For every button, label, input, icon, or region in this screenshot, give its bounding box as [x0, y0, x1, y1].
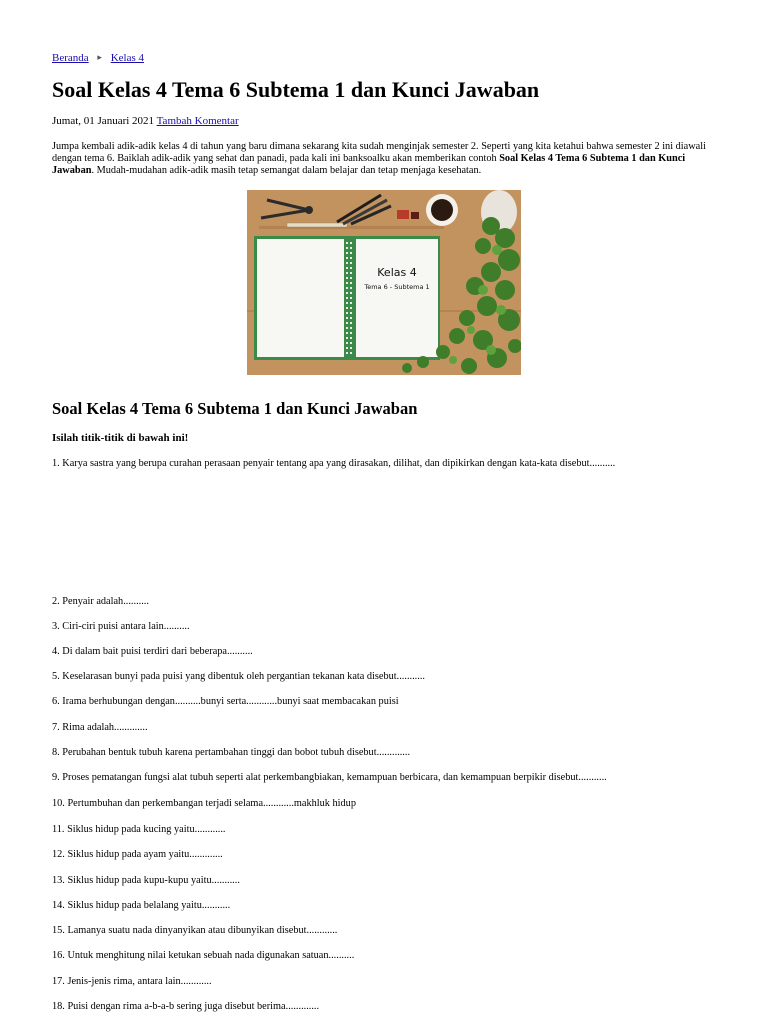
- question-item: 10. Pertumbuhan dan perkembangan terjadi selama............makhluk hidup: [52, 798, 356, 809]
- image-heading: Kelas 4: [377, 266, 417, 279]
- question-item: 5. Keselarasan bunyi pada puisi yang dibentuk oleh pergantian tekanan kata disebut...........: [52, 671, 425, 682]
- question-item: 16. Untuk menghitung nilai ketukan sebuah nada digunakan satuan..........: [52, 950, 355, 961]
- question-item: 4. Di dalam bait puisi terdiri dari beberapa..........: [52, 646, 253, 657]
- notebook-illustration: [254, 236, 440, 360]
- question-item: 13. Siklus hidup pada kupu-kupu yaitu...........: [52, 875, 240, 886]
- intro-text-end: . Mudah-mudahan adik-adik masih tetap semangat dalam belajar dan tetap menjaga kesehatan.: [91, 165, 482, 176]
- ruler-icon: [287, 223, 347, 227]
- intro-text-start: Jumpa kembali adik-adik kelas 4 di tahun yang baru dimana sekarang kita sudah menginjak semester 2. Seperti yang kita ketahui bahwa semester 2 ini diawali dengan tema 6. Baiklah adik-adik yang sehat dan panadi, pada kali ini banksoalku akan memberikan contoh: [52, 141, 706, 164]
- instruction-text: Isilah titik-titik di bawah ini!: [52, 432, 189, 444]
- page-title: Soal Kelas 4 Tema 6 Subtema 1 dan Kunci Jawaban: [52, 77, 540, 102]
- breadcrumb-separator-icon: ▸: [97, 52, 102, 62]
- notebook-right-page: [356, 239, 438, 357]
- question-item: 15. Lamanya suatu nada dinyanyikan atau dibunyikan disebut............: [52, 925, 338, 936]
- breadcrumb-category-link[interactable]: Kelas 4: [110, 52, 144, 64]
- question-item: 8. Perubahan bentuk tubuh karena pertambahan tinggi dan bobot tubuh disebut.............: [52, 747, 411, 758]
- question-item: 3. Ciri-ciri puisi antara lain..........: [52, 621, 190, 632]
- question-item: 2. Penyair adalah..........: [52, 596, 149, 607]
- notebook-left-page: [257, 239, 344, 357]
- question-item: 11. Siklus hidup pada kucing yaitu............: [52, 824, 226, 835]
- add-comment-link[interactable]: Tambah Komentar: [156, 115, 239, 127]
- question-item: 12. Siklus hidup pada ayam yaitu.............: [52, 849, 223, 860]
- question-item: 1. Karya sastra yang berupa curahan perasaan penyair tentang apa yang dirasakan, dilihat, dan dipikirkan dengan kata-kata disebut..........: [52, 458, 616, 469]
- question-item: 14. Siklus hidup pada belalang yaitu...........: [52, 900, 231, 911]
- question-item: 17. Jenis-jenis rima, antara lain............: [52, 976, 212, 987]
- post-meta: [52, 115, 239, 127]
- question-item: 6. Irama berhubungan dengan..........bunyi serta............bunyi saat membacakan puisi: [52, 696, 399, 707]
- question-item: 7. Rima adalah.............: [52, 722, 148, 733]
- image-subheading: Tema 6 - Subtema 1: [364, 283, 430, 291]
- hero-image: [247, 190, 521, 375]
- coffee-cup-icon: [426, 194, 458, 226]
- question-item: 18. Puisi dengan rima a-b-a-b sering juga disebut berima.............: [52, 1001, 320, 1012]
- intro-paragraph: [52, 141, 718, 177]
- question-item: 9. Proses pematangan fungsi alat tubuh seperti alat perkembangbiakan, kemampuan berbicara, dan kemampuan berpikir disebut...........: [52, 772, 607, 783]
- breadcrumb: [52, 52, 144, 64]
- post-date: Jumat, 01 Januari 2021: [52, 115, 155, 127]
- breadcrumb-home-link[interactable]: Beranda: [52, 52, 89, 64]
- section-title: Soal Kelas 4 Tema 6 Subtema 1 dan Kunci Jawaban: [52, 399, 418, 418]
- intro-text-bold: Soal Kelas 4 Tema 6 Subtema 1 dan Kunci Jawaban: [52, 153, 686, 176]
